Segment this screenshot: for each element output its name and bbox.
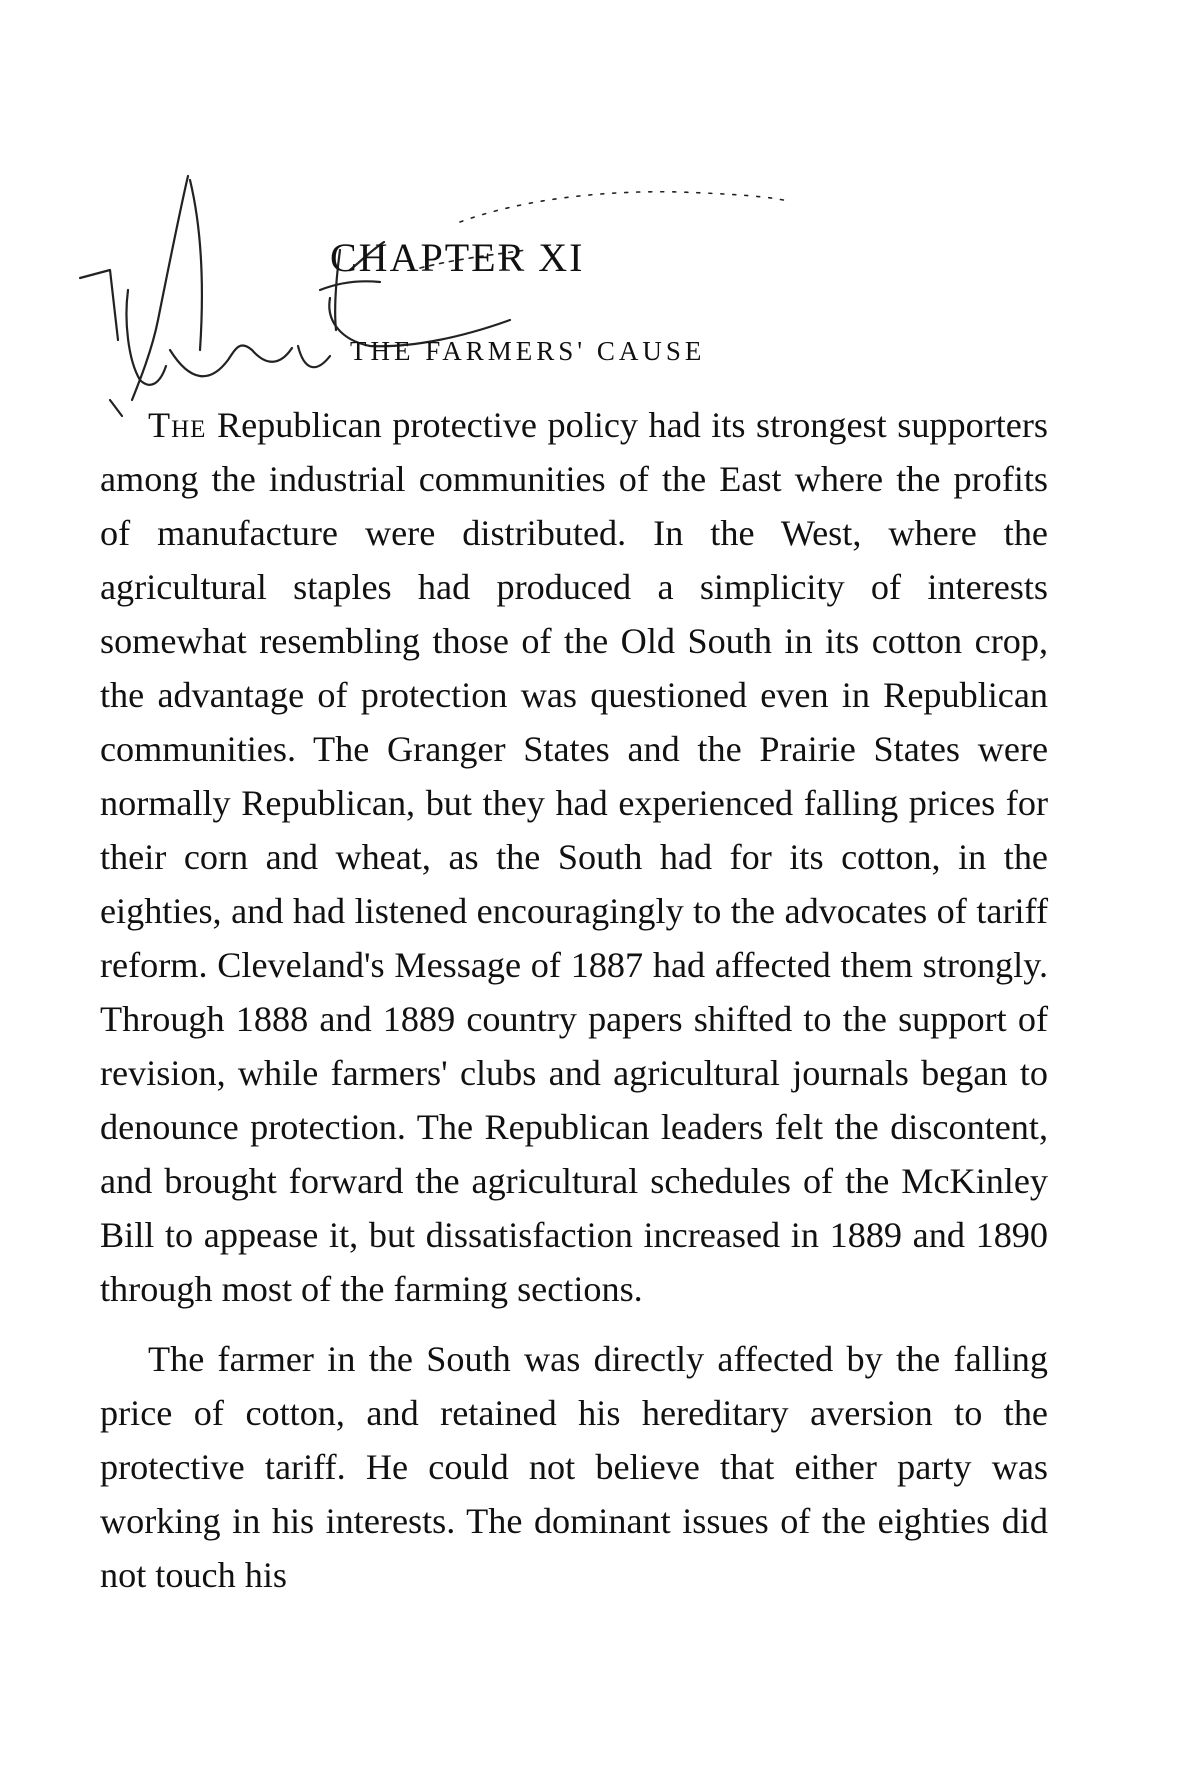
chapter-subtitle: THE FARMERS' CAUSE	[350, 336, 706, 366]
paragraph-1-text: Republican protective policy had its strongest supporters among the industrial communities of the East where the profits of manufacture were distributed. In the West, where the agricultural staples had produced a simplicity of interests somewhat resembling those of the Old South in its cotton crop, the advantage of protection was questioned even in Republican communities. The Granger States and the Prairie States were normally Republican, but they had experienced falling prices for their corn and wheat, as the South had for its cotton, in the eighties, and had listened encouragingly to the advocates of tariff reform. Cleveland's Message of 1887 had affected them strongly. Through 1888 and 1889 country papers shifted to the support of revision, while farmers' clubs and agricultural journals began to denounce protection. The Republican leaders felt the discontent, and brought forward the agricultural schedules of the McKinley Bill to appease it, but dissatisfaction increased in 1889 and 1890 through most of the farming sections.	[100, 405, 1048, 1309]
handwritten-signature	[40, 170, 800, 430]
body-text	[100, 398, 1048, 1602]
paragraph-1	[100, 398, 1048, 1316]
paragraph-2	[100, 1332, 1048, 1602]
chapter-heading: CHAPTER XI	[330, 235, 585, 280]
paragraph-2-text: The farmer in the South was directly affected by the falling price of cotton, and retained his hereditary aversion to the protective tariff. He could not believe that either party was working in his interests. The dominant issues of the eighties did not touch his	[100, 1339, 1048, 1595]
paragraph-1-lead-word: The	[148, 405, 207, 445]
